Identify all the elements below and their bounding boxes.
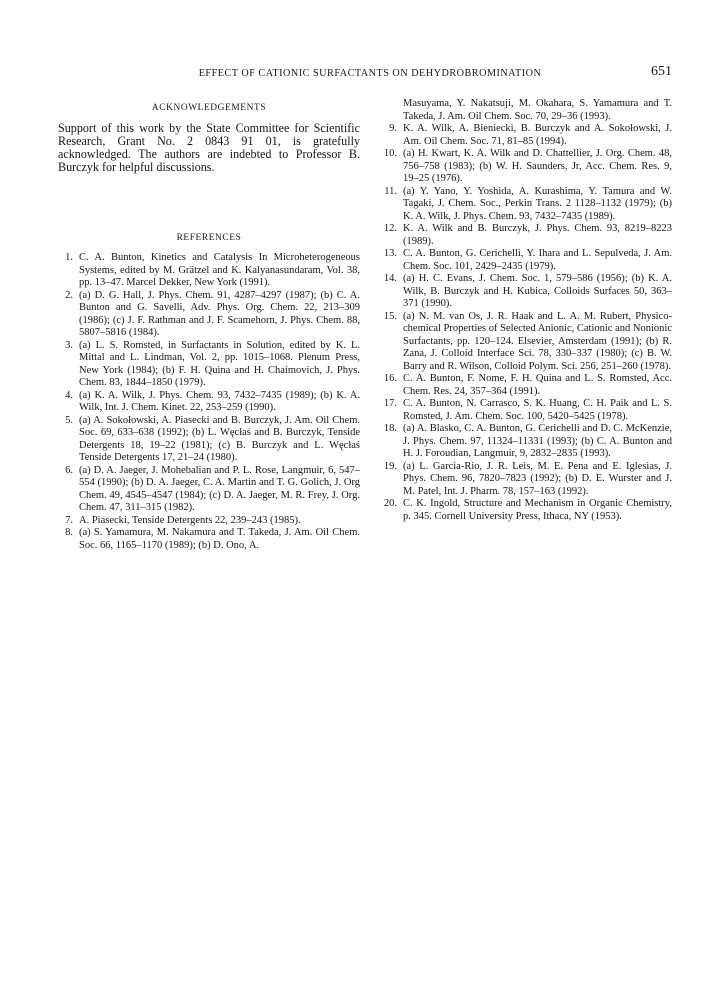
reference-text: (a) A. Sokołowski, A. Piasecki and B. Burczyk, J. Am. Oil Chem. Soc. 69, 633–638 (1992); (b) L. Węcłaś and B. Burczyk, Tenside Detergents 18, 19–22 (1981); (c) B. Burczyk and L. Węcłaś Tenside Detergents 17, 21–24 (1980). bbox=[79, 414, 360, 464]
reference-text: C. K. Ingold, Structure and Mechanism in Organic Chemistry, p. 345. Cornell University Press, Ithaca, NY (1953). bbox=[403, 498, 672, 522]
reference-text: (a) A. Blasko, C. A. Bunton, G. Cerichelli and D. C. McKenzie, J. Phys. Chem. 97, 11324–11331 (1993); (b) C. A. Bunton and H. J. Foroudian, Langmuir, 9, 2832–2835 (1993). bbox=[403, 423, 672, 459]
reference-16 bbox=[382, 373, 672, 398]
reference-number: 19. bbox=[383, 460, 397, 472]
reference-17 bbox=[382, 398, 672, 423]
reference-number: 18. bbox=[383, 423, 397, 434]
reference-9 bbox=[382, 123, 672, 148]
reference-8-continuation bbox=[382, 98, 672, 123]
running-header bbox=[0, 62, 720, 86]
reference-text: (a) H. Kwart, K. A. Wilk and D. Chattellier, J. Org. Chem. 48, 756–758 (1983); (b) W. H. Saunders, Jr, Acc. Chem. Res. 9, 19–25 (1976). bbox=[403, 148, 672, 184]
reference-3 bbox=[58, 340, 360, 390]
reference-text: C. A. Bunton, G. Cerichelli, Y. Ihara and L. Sepulveda, J. Am. Chem. Soc. 101, 2429–2435 (1979). bbox=[403, 248, 672, 272]
left-column bbox=[58, 98, 360, 552]
reference-4 bbox=[58, 390, 360, 415]
reference-12 bbox=[382, 223, 672, 248]
reference-19 bbox=[382, 461, 672, 499]
reference-10 bbox=[382, 148, 672, 186]
reference-1 bbox=[58, 252, 360, 290]
reference-13 bbox=[382, 248, 672, 273]
reference-number: 7. bbox=[65, 514, 73, 526]
acknowledgements-heading: ACKNOWLEDGEMENTS bbox=[151, 103, 267, 113]
reference-number: 14. bbox=[383, 273, 397, 284]
reference-text: (a) D. G. Hall, J. Phys. Chem. 91, 4287–4297 (1987); (b) C. A. Bunton and G. Savelli, Adv. Phys. Org. Chem. 22, 213–309 (1986); (c) J. F. Rathman and J. F. Scamehorn, J. Phys. Chem. 88, 5807–5816 (1984). bbox=[79, 289, 360, 339]
reference-text: (a) L. Garcia-Rio, J. R. Leis, M. E. Pena and E. Iglesias, J. Phys. Chem. 96, 7820–7823 (1992); (b) D. E. Wurster and J. M. Patel, Int. J. Pharm. 78, 157–163 (1992). bbox=[403, 460, 672, 497]
reference-text: (a) N. M. van Os, J. R. Haak and L. A. M. Rubert, Physico-chemical Properties of Selected Anionic, Cationic and Nonionic Surfactants, pp. 120–124. Elsevier, Amsterdam (1991); (b) R. Zana, J. Colloid Interface Sci. 78, 330–337 (1980); (c) B. W. Barry and R. Wilson, Colloid Polym. Sci. 256, 251–260 (1978). bbox=[403, 310, 672, 372]
reference-20 bbox=[382, 498, 672, 523]
reference-number: 8. bbox=[65, 527, 73, 539]
reference-text: K. A. Wilk, A. Bieniecki, B. Burczyk and A. Sokołowski, J. Am. Oil Chem. Soc. 71, 81–85 (1994). bbox=[403, 123, 672, 147]
reference-number: 20. bbox=[383, 498, 397, 509]
reference-number: 2. bbox=[65, 289, 73, 301]
reference-text: (a) L. S. Romsted, in Surfactants in Solution, edited by K. L. Mittal and L. Lindman, Vol. 2, pp. 1015–1068. Plenum Press, New York (1984); (b) F. H. Quina and H. Chaimovich, J. Phys. Chem. 83, 1844–1850 (1979). bbox=[79, 339, 360, 389]
reference-number: 10. bbox=[383, 148, 397, 159]
reference-number: 15. bbox=[383, 310, 397, 322]
reference-text: C. A. Bunton, Kinetics and Catalysis In Microheterogeneous Systems, edited by M. Grätzel and K. Kalyanasundaram, Vol. 38, pp. 13–47. Marcel Dekker, New York (1991). bbox=[79, 252, 360, 289]
reference-number: 11. bbox=[384, 185, 397, 197]
reference-text: C. A. Bunton, N. Carrasco, S. K. Huang, C. H. Paik and L. S. Romsted, J. Am. Chem. Soc. 100, 5420–5425 (1978). bbox=[403, 398, 672, 422]
acknowledgements-body: Support of this work by the State Committee for Scientific Research, Grant No. 2 0843 91 01, is gratefully acknowledged. The authors are indebted to Professor B. Burczyk for helpful discussions. bbox=[58, 121, 360, 175]
references-heading: REFERENCES bbox=[176, 233, 242, 244]
reference-text: (a) K. A. Wilk, J. Phys. Chem. 93, 7432–7435 (1989); (b) K. A. Wilk, Int. J. Chem. Kinet. 22, 253–259 (1990). bbox=[79, 389, 360, 414]
reference-text: A. Piasecki, Tenside Detergents 22, 239–243 (1985). bbox=[79, 514, 301, 526]
reference-number: 17. bbox=[383, 398, 397, 409]
reference-15 bbox=[382, 311, 672, 374]
reference-number: 6. bbox=[65, 464, 73, 476]
reference-7 bbox=[58, 515, 360, 528]
reference-5 bbox=[58, 415, 360, 465]
reference-number: 5. bbox=[65, 414, 73, 426]
reference-list-left bbox=[58, 252, 360, 552]
running-title: EFFECT OF CATIONIC SURFACTANTS ON DEHYDROBROMINATION bbox=[198, 68, 542, 79]
reference-number: 3. bbox=[65, 339, 73, 351]
reference-2 bbox=[58, 290, 360, 340]
reference-number: 12. bbox=[383, 223, 397, 234]
reference-text: (a) S. Yamamura, M. Nakamura and T. Takeda, J. Am. Oil Chem. Soc. 66, 1165–1170 (1989); (b) D. Ono, A. bbox=[79, 527, 360, 551]
right-column bbox=[382, 98, 672, 523]
reference-11 bbox=[382, 186, 672, 224]
reference-number: 4. bbox=[65, 389, 73, 401]
reference-6 bbox=[58, 465, 360, 515]
reference-number: 1. bbox=[65, 252, 73, 264]
reference-text: C. A. Bunton, F. Nome, F. H. Quina and L. S. Romsted, Acc. Chem. Res. 24, 357–364 (1991). bbox=[403, 373, 672, 397]
reference-number: 16. bbox=[383, 373, 397, 384]
page-number: 651 bbox=[651, 64, 672, 79]
reference-18 bbox=[382, 423, 672, 461]
reference-list-right bbox=[382, 98, 672, 523]
reference-text: (a) H. C. Evans, J. Chem. Soc. 1, 579–586 (1956); (b) K. A. Wilk, B. Burczyk and H. Kubica, Colloids Surfaces 50, 363–371 (1990). bbox=[403, 273, 672, 309]
reference-8 bbox=[58, 527, 360, 552]
reference-14 bbox=[382, 273, 672, 311]
reference-text: K. A. Wilk and B. Burczyk, J. Phys. Chem. 93, 8219–8223 (1989). bbox=[403, 223, 672, 247]
reference-number: 9. bbox=[389, 123, 397, 134]
reference-text: (a) Y. Yano, Y. Yoshida, A. Kurashima, Y. Tamura and W. Tagaki, J. Chem. Soc., Perkin Trans. 2 1128–1132 (1979); (b) K. A. Wilk, J. Phys. Chem. 93, 7432–7435 (1989). bbox=[403, 185, 672, 222]
reference-text: (a) D. A. Jaeger, J. Mohebalian and P. L. Rose, Langmuir, 6, 547–554 (1990); (b) D. A. Jaeger, C. A. Martin and T. G. Golich, J. Org Chem. 49, 4545–4547 (1984); (c) D. A. Jaeger, M. R. Frey, J. Org. Chem. 47, 311–315 (1982). bbox=[79, 464, 360, 514]
reference-number: 13. bbox=[383, 248, 397, 259]
reference-text: Masuyama, Y. Nakatsuji, M. Okahara, S. Yamamura and T. Takeda, J. Am. Oil Chem. Soc. 70, 29–36 (1993). bbox=[403, 98, 672, 122]
